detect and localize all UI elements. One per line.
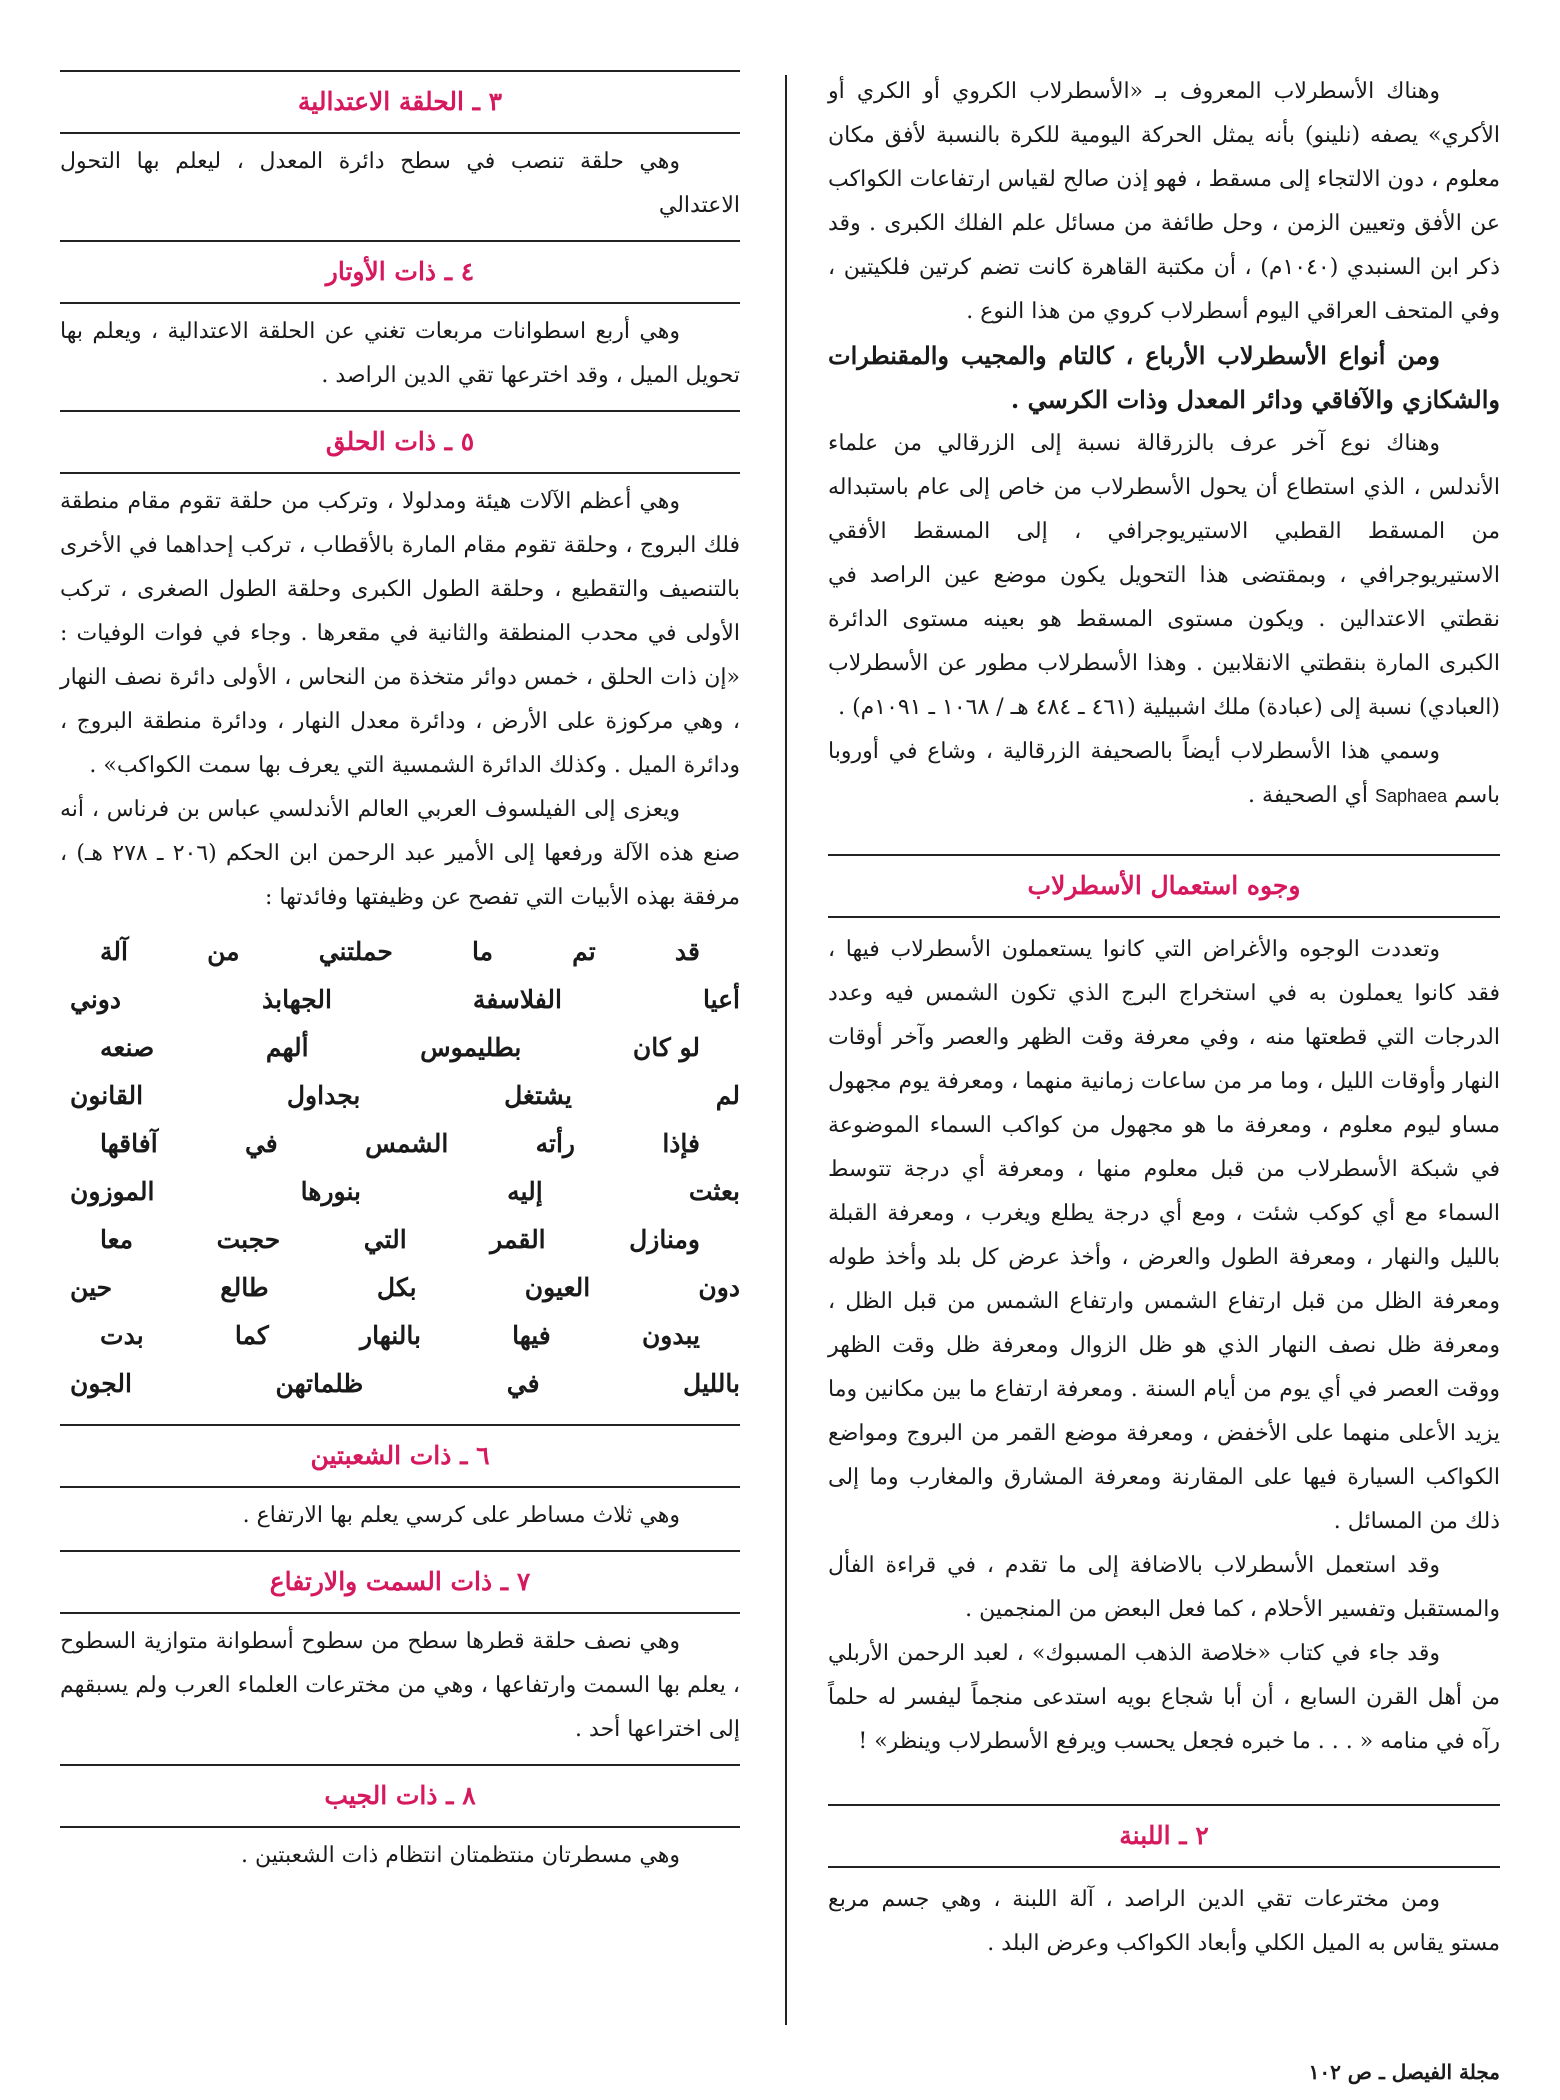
poem-word: دون [698, 1273, 740, 1302]
paragraph-saphaea [828, 730, 1500, 818]
poem-word: لم [715, 1081, 740, 1110]
poem-word: صنعه [100, 1033, 155, 1062]
saphaea-text: وسمي هذا الأسطرلاب أيضاً بالصحيفة الزرقالية ، وشاع في أوروبا باسم [828, 739, 1500, 808]
poem-word: الشمس [365, 1129, 449, 1158]
poem-word: معا [100, 1225, 134, 1254]
poem-word: بنورها [300, 1177, 361, 1206]
poem-word: رأته [535, 1129, 576, 1158]
saphaea-latin: Saphaea [1375, 786, 1448, 806]
poem-word: آلة [100, 937, 128, 966]
poem-line [60, 1312, 740, 1360]
section-title-5: ٥ ـ ذات الحلق [325, 427, 475, 456]
section-title-6: ٦ ـ ذات الشعبتين [310, 1441, 490, 1470]
poem-line [60, 1168, 740, 1216]
poem-word: تم [572, 937, 596, 966]
section-title-4: ٤ ـ ذات الأوتار [325, 257, 475, 286]
poem-word: كما [234, 1321, 269, 1350]
poem-line [60, 1216, 740, 1264]
poem-word: طالع [220, 1273, 269, 1302]
paragraph-zarqala: وهناك نوع آخر عرف بالزرقالة نسبة إلى الزرقالي من علماء الأندلس ، الذي استطاع أن يحول الأسطرلاب من خاص إلى عام باستبداله من المسقط القطبي الاستيريوجرافي ، إلى المسقط الأفقي الاستيريوجرافي ، وبمقتضى هذا التحويل يكون موضع عين الراصد في نقطتي الاعتدالين . ويكون مستوى المسقط هو بعينه مستوى الدائرة الكبرى المارة بنقطتي الانقلابين . وهذا الأسطرلاب مطور عن الأسطرلاب (العبادي) نسبة إلى (عبادة) ملك اشبيلية (٤٦١ ـ ٤٨٤ هـ / ١٠٦٨ ـ ١٠٩١م) . [828, 431, 1500, 720]
poem-word: لو كان [632, 1033, 700, 1062]
poem-word: ومنازل [629, 1225, 700, 1254]
page-footer: مجلة الفيصل ـ ص ١٠٢ [1308, 2060, 1500, 2084]
paragraph-s4: وهي أربع اسطوانات مربعات تغني عن الحلقة الاعتدالية ، ويعلم بها تحويل الميل ، وقد اخترعها تقي الدين الراصد . [60, 319, 740, 388]
poem-word: حملتني [318, 937, 393, 966]
poem-line [60, 928, 740, 976]
poem-word: بالليل [683, 1369, 740, 1398]
poem-word: قد [674, 937, 700, 966]
poem-word: في [244, 1129, 278, 1158]
poem-word: ألهم [265, 1033, 309, 1062]
poem [60, 928, 740, 1408]
poem-word: بالنهار [360, 1321, 421, 1350]
poem-word: دوني [70, 985, 122, 1014]
paragraph-s8: وهي مسطرتان منتظمتان انتظام ذات الشعبتين . [240, 1843, 680, 1868]
paragraph-s6: وهي ثلاث مساطر على كرسي يعلم بها الارتفاع . [242, 1503, 680, 1528]
section-title-7: ٧ ـ ذات السمت والارتفاع [269, 1567, 531, 1596]
poem-word: من [207, 937, 240, 966]
paragraph-s5-1: وهي أعظم الآلات هيئة ومدلولا ، وتركب من حلقة تقوم مقام منطقة فلك البروج ، وحلقة تقوم مقام المارة بالأقطاب ، تركب إحداهما في الأخرى بالتنصيف والتقطيع ، وحلقة الطول الكبرى وحلقة الطول الصغرى ، تركب الأولى في محدب المنطقة والثانية في مقعرها . وجاء في فوات الوفيات : «إن ذات الحلق ، خمس دوائر متخذة من النحاس ، الأولى دائرة نصف النهار ، وهي مركوزة على الأرض ، ودائرة معدل النهار ، ودائرة منطقة البروج ، ودائرة الميل . وكذلك الدائرة الشمسية التي يعرف بها سمت الكواكب» . [60, 489, 740, 778]
paragraph-labina: ومن مخترعات تقي الدين الراصد ، آلة اللبنة ، وهي جسم مربع مستو يقاس به الميل الكلي وأبعاد الكواكب وعرض البلد . [828, 1887, 1500, 1956]
right-column [828, 70, 1500, 1966]
section-title-8: ٨ ـ ذات الجيب [324, 1781, 476, 1810]
poem-word: التي [363, 1225, 407, 1254]
paragraph-fortune: وقد استعمل الأسطرلاب بالاضافة إلى ما تقدم ، في قراءة الفأل والمستقبل وتفسير الأحلام ، كما فعل البعض من المنجمين . [828, 1553, 1500, 1622]
poem-word: الجهابذ [261, 985, 332, 1014]
poem-word: ظلماتهن [275, 1369, 364, 1398]
poem-word: الفلاسفة [472, 985, 562, 1014]
poem-word: بدت [100, 1321, 144, 1350]
poem-word: بطليموس [420, 1033, 522, 1062]
column-divider [785, 75, 787, 2025]
poem-line [60, 1264, 740, 1312]
poem-word: بجداول [286, 1081, 361, 1110]
poem-word: إليه [507, 1177, 543, 1206]
paragraph-spherical-astrolabe: وهناك الأسطرلاب المعروف بـ «الأسطرلاب الكروي أو الكري أو الأكري» يصفه (نلينو) بأنه يمثل الحركة اليومية للكرة بالنسبة لأفق مكان معلوم ، دون الالتجاء إلى مسقط ، فهو إذن صالح لقياس ارتفاعات الكواكب عن الأفق وتعيين الزمن ، وحل طائفة من مسائل علم الفلك الكبرى . وقد ذكر ابن السنبدي (١٠٤٠م) ، أن مكتبة القاهرة كانت تضم كرتين فلكيتين ، وفي المتحف العراقي اليوم أسطرلاب كروي من هذا النوع . [828, 79, 1500, 324]
poem-word: فيها [512, 1321, 551, 1350]
poem-word: أعيا [702, 985, 740, 1014]
paragraph-s5-2: ويعزى إلى الفيلسوف العربي العالم الأندلسي عباس بن فرناس ، أنه صنع هذه الآلة ورفعها إلى الأمير عبد الرحمن ابن الحكم (٢٠٦ ـ ٢٧٨ هـ) ، مرفقة بهذه الأبيات التي تفصح عن وظيفتها وفائدتها : [60, 797, 741, 910]
section-title-labina: ٢ ـ اللبنة [1119, 1821, 1209, 1850]
poem-word: القانون [70, 1081, 144, 1110]
poem-word: فإذا [662, 1129, 700, 1158]
poem-word: آفاقها [100, 1129, 158, 1158]
poem-line [60, 1024, 740, 1072]
left-column [60, 70, 740, 1878]
poem-word: القمر [490, 1225, 546, 1254]
poem-word: ما [471, 937, 493, 966]
poem-line [60, 1360, 740, 1408]
section-title-3: ٣ ـ الحلقة الاعتدالية [297, 87, 503, 116]
paragraph-s7: وهي نصف حلقة قطرها سطح من سطوح أسطوانة متوازية السطوح ، يعلم بها السمت وارتفاعها ، وهي من مخترعات العلماء العرب ولم يسبقهم إلى اختراعها أحد . [60, 1629, 740, 1742]
paragraph-astrolabe-types: ومن أنواع الأسطرلاب الأرباع ، كالتام والمجيب والمقنطرات والشكازي والآفاقي ودائر المعدل وذات الكرسي . [828, 341, 1500, 414]
poem-word: الموزون [70, 1177, 155, 1206]
poem-word: بكل [376, 1273, 417, 1302]
saphaea-end: أي الصحيفة . [1248, 783, 1369, 808]
poem-word: حجبت [216, 1225, 281, 1254]
paragraph-quote: وقد جاء في كتاب «خلاصة الذهب المسبوك» ، لعبد الرحمن الأربلي من أهل القرن السابع ، أن أبا شجاع بويه استدعى منجماً ليفسر له حلماً رآه في منامه « . . . ما خبره فجعل يحسب ويرفع الأسطرلاب وينظر» ! [828, 1641, 1500, 1754]
section-title-uses: وجوه استعمال الأسطرلاب [1027, 871, 1301, 900]
poem-word: يبدون [641, 1321, 700, 1350]
paragraph-s3: وهي حلقة تنصب في سطح دائرة المعدل ، ليعلم بها التحول الاعتدالي [60, 149, 740, 218]
poem-line [60, 976, 740, 1024]
poem-word: الجون [70, 1369, 132, 1398]
poem-word: يشتغل [504, 1081, 572, 1110]
poem-word: بعثت [688, 1177, 740, 1206]
poem-line [60, 1072, 740, 1120]
poem-word: في [506, 1369, 540, 1398]
poem-line [60, 1120, 740, 1168]
paragraph-uses: وتعددت الوجوه والأغراض التي كانوا يستعملون الأسطرلاب فيها ، فقد كانوا يعملون به في استخراج البرج الذي تكون الشمس فيه وعدد الدرجات التي قطعتها منه ، وفي معرفة وقت الظهر والعصر وآخر أوقات النهار وأوقات الليل ، وما مر من ساعات زمانية منهما ، ومعرفة يوم مجهول مساو ليوم معلوم ، ومعرفة ما هو مجهول من كواكب السماء الموضوعة في شبكة الأسطرلاب من قبل معلوم منها ، ومعرفة أي درجة تتوسط السماء مع أي كوكب شئت ، ومع أي درجة يطلع ويغرب ، ومعرفة القبلة بالليل والنهار ، ومعرفة الطول والعرض ، وأخذ عرض كل بلد وأخذ طوله ومعرفة الظل من قبل ارتفاع الشمس وارتفاع الشمس من قبل الظل ، ومعرفة ظل نصف النهار الذي هو ظل الزوال ومعرفة ظل وقت الظهر ووقت العصر في أي يوم من أيام السنة . ومعرفة ارتفاع ما بين مكانين وما يزيد الأعلى منهما على الأخفض ، ومعرفة موضع القمر من البروج ومواضع الكواكب السيارة فيها على المقارنة ومعرفة المشارق والمغارب وما إلى ذلك من المسائل . [828, 937, 1500, 1534]
poem-word: العيون [524, 1273, 591, 1302]
poem-word: حين [70, 1273, 113, 1302]
